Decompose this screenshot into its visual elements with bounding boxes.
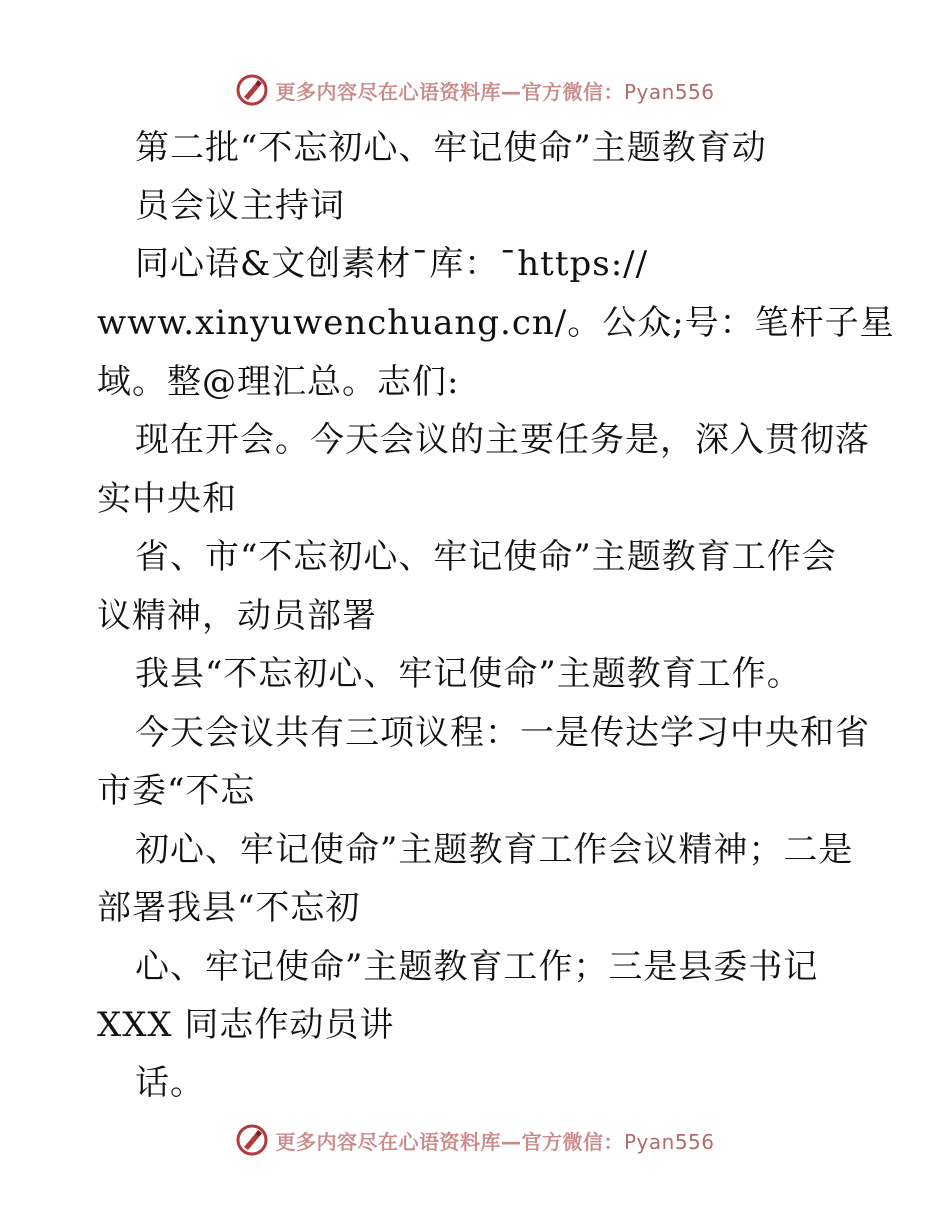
- watermark-account: Pyan556: [623, 79, 715, 104]
- doc-line: 同心语&文创素材¯库：¯https://: [135, 244, 649, 284]
- doc-line: 今天会议共有三项议程：一是传达学习中央和省: [135, 713, 870, 753]
- doc-line: 现在开会。今天会议的主要任务是，深入贯彻落: [135, 420, 870, 460]
- doc-line: 省、市“不忘初心、牢记使命”主题教育工作会: [135, 537, 837, 577]
- doc-line: 实中央和: [97, 479, 237, 519]
- doc-line: XXX 同志作动员讲: [97, 1005, 395, 1045]
- doc-line: 我县“不忘初心、牢记使命”主题教育工作。: [135, 654, 802, 694]
- doc-line: www.xinyuwenchuang.cn/。公众;号：笔杆子星: [97, 303, 895, 343]
- doc-line: 市委“不忘: [97, 771, 256, 811]
- doc-line: 员会议主持词: [135, 186, 345, 226]
- doc-line: 第二批“不忘初心、牢记使命”主题教育动: [135, 128, 767, 168]
- doc-line: 心、牢记使命”主题教育工作；三是县委书记: [135, 947, 819, 987]
- watermark-text: 更多内容尽在心语资料库—官方微信：Pyan556: [275, 79, 715, 104]
- watermark-text: 更多内容尽在心语资料库—官方微信：Pyan556: [275, 1129, 715, 1154]
- doc-line: 议精神，动员部署: [97, 596, 377, 636]
- footer-watermark: [0, 1120, 950, 1160]
- doc-line: 域。整@理汇总。志们:: [97, 362, 460, 402]
- doc-line: 初心、牢记使命”主题教育工作会议精神；二是: [135, 830, 854, 870]
- doc-line: 话。: [135, 1063, 205, 1103]
- doc-line: 部署我县“不忘初: [97, 888, 361, 928]
- watermark-account: Pyan556: [623, 1129, 715, 1154]
- pen-circle-logo-icon: [235, 1123, 269, 1157]
